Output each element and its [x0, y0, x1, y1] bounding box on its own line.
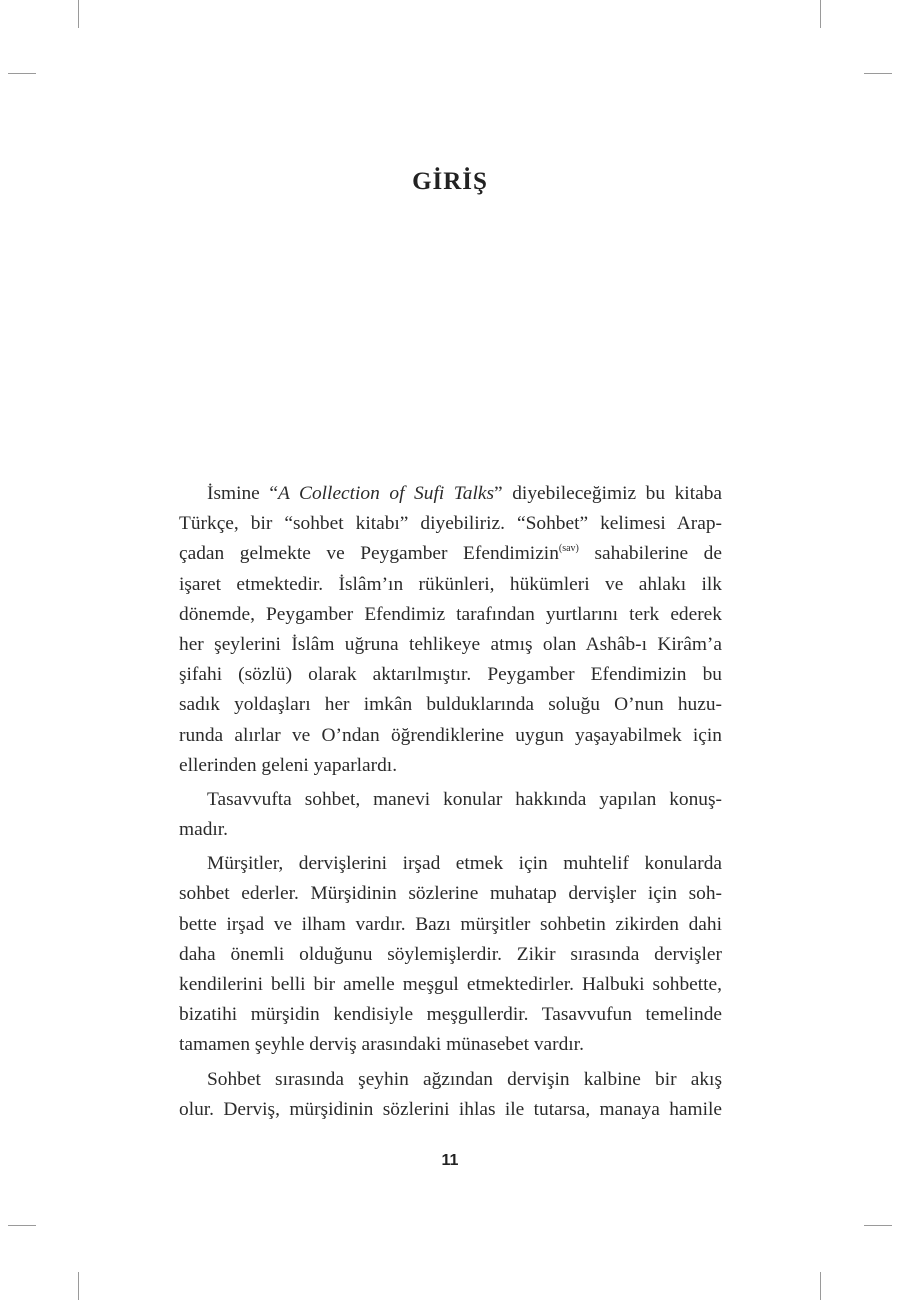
- crop-mark-top-left: [78, 0, 79, 28]
- text-line: daha önemli olduğunu söylemişlerdir. Zikir sırasında dervişler: [179, 943, 722, 965]
- crop-mark-bottom-right: [820, 1272, 821, 1300]
- crop-mark-right-bottom: [864, 1225, 892, 1226]
- chapter-heading: GİRİŞ: [412, 168, 488, 195]
- body-text: [179, 479, 722, 1125]
- paragraph: [179, 785, 722, 845]
- text-span: ” diyebileceğimiz bu kitaba: [494, 483, 722, 504]
- text-line: sohbet ederler. Mürşidinin sözlerine muhatap dervişler için soh-: [179, 883, 722, 905]
- text-line: olur. Derviş, mürşidinin sözlerini ihlas ile tutarsa, manaya hamile: [179, 1098, 722, 1120]
- text-line: bizatihi mürşidin kendisiyle meşgullerdir. Tasavvufun temelinde: [179, 1004, 722, 1026]
- text-span: sahabilerine de: [578, 543, 722, 565]
- text-line: ellerinden geleni yaparlardı.: [179, 754, 398, 776]
- text-line: Sohbet sırasında şeyhin ağzından dervişin kalbine bir akış: [207, 1068, 722, 1090]
- crop-mark-left-bottom: [8, 1225, 36, 1226]
- text-span: çadan gelmekte ve Peygamber Efendimizin: [179, 543, 559, 565]
- text-line: şifahi (sözlü) olarak aktarılmıştır. Peygamber Efendimizin bu: [179, 664, 722, 686]
- text-line: kendilerini belli bir amelle meşgul etmektedirler. Halbuki sohbette,: [179, 974, 722, 995]
- text-line: tamamen şeyhle derviş arasındaki münasebet vardır.: [179, 1034, 584, 1056]
- paragraph: [179, 479, 722, 781]
- crop-mark-right-top: [864, 73, 892, 74]
- honorific-superscript: (sav): [558, 543, 579, 555]
- italic-book-title: A Collection of Sufi Talks: [277, 483, 495, 504]
- text-line: runda alırlar ve O’ndan öğrendiklerine uygun yaşayabilmek için: [179, 724, 722, 746]
- text-span: İsmine “: [207, 483, 278, 504]
- text-line: her şeylerini İslâm uğruna tehlikeye atmış olan Ashâb-ı Kirâm’a: [179, 633, 722, 655]
- text-line: madır.: [179, 819, 229, 841]
- text-line: [179, 539, 722, 569]
- text-line: Türkçe, bir “sohbet kitabı” diyebiliriz. “Sohbet” kelimesi Arap-: [179, 513, 722, 535]
- text-line: bette irşad ve ilham vardır. Bazı mürşitler sohbetin zikirden dahi: [179, 913, 722, 935]
- page-number: 11: [441, 1152, 459, 1169]
- paragraph: [179, 849, 722, 1060]
- crop-mark-bottom-left: [78, 1272, 79, 1300]
- text-line: sadık yoldaşları her imkân bulduklarında soluğu O’nun huzu-: [179, 694, 722, 716]
- text-line: Tasavvufta sohbet, manevi konular hakkında yapılan konuş-: [207, 788, 722, 810]
- crop-mark-top-right: [820, 0, 821, 28]
- text-line: dönemde, Peygamber Efendimiz tarafından yurtlarını terk ederek: [179, 603, 722, 625]
- text-line: işaret etmektedir. İslâm’ın rükünleri, hükümleri ve ahlakı ilk: [179, 573, 722, 595]
- text-line: Mürşitler, dervişlerini irşad etmek için muhtelif konularda: [207, 853, 722, 875]
- text-line: [179, 479, 722, 509]
- crop-mark-left-top: [8, 73, 36, 74]
- paragraph: [179, 1065, 722, 1125]
